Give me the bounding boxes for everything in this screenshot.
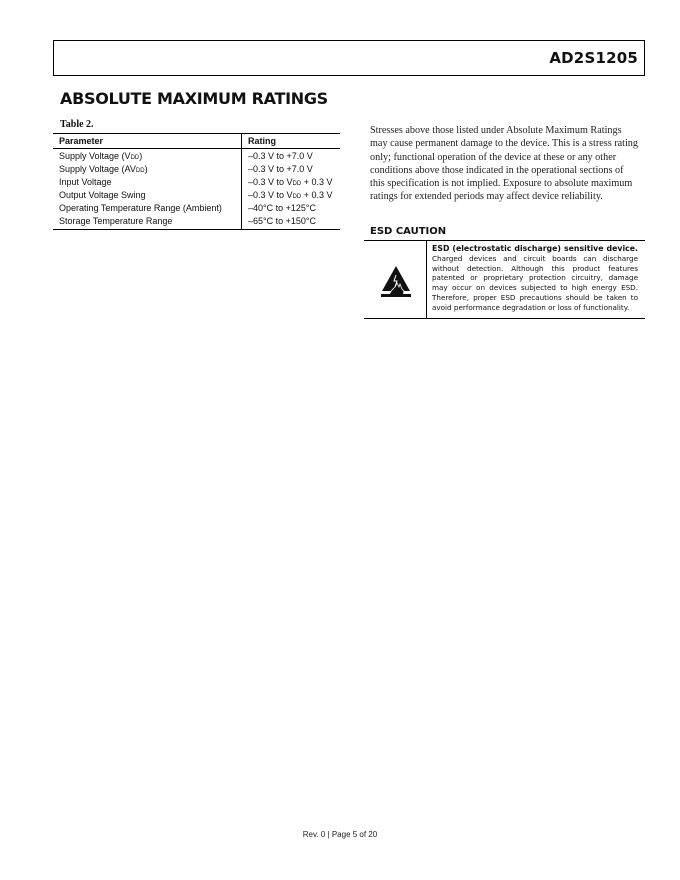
rating-cell (242, 214, 341, 230)
table-row (53, 162, 340, 175)
parameter-cell-text: Operating Temperature Range (Ambient) (59, 202, 222, 213)
rating-cell-text: –40°C to +125°C (248, 202, 316, 213)
parameter-cell (53, 162, 242, 175)
parameter-cell-text: Supply Voltage (AV (59, 163, 136, 174)
table-caption: Table 2. (60, 119, 94, 130)
rating-cell-suffix: + 0.3 V (301, 189, 333, 200)
rating-cell-subscript: DD (292, 193, 302, 200)
esd-icon-cell (364, 241, 427, 319)
rating-cell (242, 188, 341, 201)
esd-warning-icon (381, 265, 411, 297)
parameter-cell-subscript: DD (135, 167, 145, 174)
table-row (53, 175, 340, 188)
rating-cell (242, 175, 341, 188)
table-row (53, 201, 340, 214)
esd-body: Charged devices and circuit boards can discharge without detection. Although this product features patented or proprietary protection circuitry, damage may occur on devices subjected to high energy ESD. Therefore, proper ESD precautions should be taken to avoid performance degradation or loss of functionality. (432, 253, 638, 312)
parameter-cell-text: Input Voltage (59, 176, 112, 187)
part-number: AD2S1205 (549, 49, 638, 67)
parameter-cell-text: Output Voltage Swing (59, 189, 146, 200)
parameter-cell (53, 188, 242, 201)
parameter-cell (53, 149, 242, 163)
esd-description (432, 244, 638, 313)
table-row (53, 149, 340, 163)
table-row (53, 214, 340, 230)
parameter-cell (53, 201, 242, 214)
rating-cell-text: –0.3 V to V (248, 189, 293, 200)
rating-cell (242, 162, 341, 175)
parameter-cell-suffix: ) (139, 150, 143, 161)
table-header-row (53, 134, 340, 149)
parameter-cell (53, 175, 242, 188)
rating-cell (242, 149, 341, 163)
parameter-cell-text: Storage Temperature Range (59, 215, 173, 226)
stress-note: Stresses above those listed under Absolute Maximum Ratings may cause permanent damage to the device. This is a stress rating only; functional operation of the device at these or any other conditions above those indicated in the operational sections of this specification is not implied. Exposure to absolute maximum ratings for extended periods may affect device reliability. (370, 125, 638, 203)
esd-caution-box (364, 240, 645, 319)
esd-caution-title: ESD CAUTION (370, 226, 447, 237)
page-footer: Rev. 0 | Page 5 of 20 (302, 830, 378, 839)
table-row (53, 188, 340, 201)
parameter-cell (53, 214, 242, 230)
column-header-parameter: Parameter (53, 134, 242, 149)
page-header (53, 40, 645, 76)
rating-cell-text: –65°C to +150°C (248, 215, 316, 226)
rating-cell (242, 201, 341, 214)
rating-cell-text: –0.3 V to V (248, 176, 293, 187)
rating-cell-suffix: + 0.3 V (301, 176, 333, 187)
section-title: ABSOLUTE MAXIMUM RATINGS (60, 89, 328, 108)
esd-heading: ESD (electrostatic discharge) sensitive device. (432, 244, 638, 253)
rating-cell-text: –0.3 V to +7.0 V (248, 163, 313, 174)
ratings-table (53, 133, 340, 230)
parameter-cell-text: Supply Voltage (V (59, 150, 131, 161)
rating-cell-text: –0.3 V to +7.0 V (248, 150, 313, 161)
parameter-cell-suffix: ) (144, 163, 148, 174)
parameter-cell-subscript: DD (130, 154, 140, 161)
rating-cell-subscript: DD (292, 180, 302, 187)
column-header-rating: Rating (242, 134, 341, 149)
